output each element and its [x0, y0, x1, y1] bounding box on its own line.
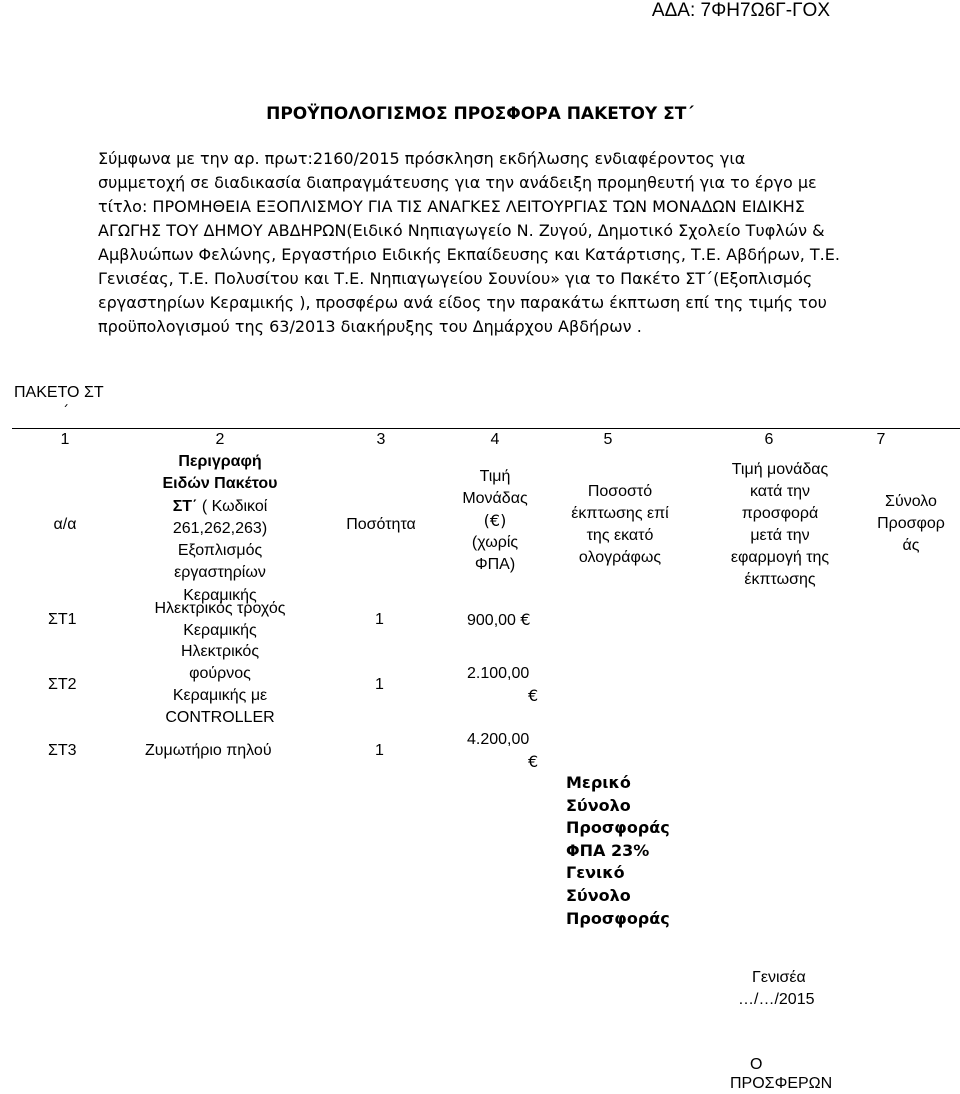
header-unit-price-line: (€) — [483, 511, 507, 530]
row-description — [120, 641, 320, 729]
totals-summary — [566, 772, 670, 930]
header-unit-price-line: Μονάδας — [462, 490, 528, 507]
page-title: ΠΡΟΫΠΟΛΟΓΙΣΜΟΣ ΠΡΟΣΦΟΡΑ ΠΑΚΕΤΟΥ ΣΤ΄ — [266, 104, 694, 124]
summary-line: Γενικό — [566, 863, 625, 883]
row-quantity: 1 — [375, 676, 384, 693]
header-price-after-discount-line: Τιμή μονάδας — [731, 461, 829, 478]
intro-line: τίτλο: ΠΡΟΜΗΘΕΙΑ ΕΞΟΠΛΙΣΜΟΥ ΓΙΑ ΤΙΣ ΑΝΑΓΚΕΣ ΛΕΙΤΟΥΡΓΙΑΣ ΤΩΝ ΜΟΝΑΔΩΝ ΕΙΔΙΚΗΣ — [98, 197, 805, 216]
column-number: 6 — [764, 431, 774, 448]
intro-line: συμμετοχή σε διαδικασία διαπραγμάτευσης για την ανάδειξη προμηθευτή για το έργο με — [98, 173, 817, 192]
row-description — [120, 598, 320, 642]
header-discount-line: της εκατό — [586, 527, 654, 544]
column-number: 5 — [603, 431, 613, 448]
row-description-line: Κεραμικής — [183, 622, 257, 639]
row-description-line: CONTROLLER — [165, 709, 275, 726]
header-quantity: Ποσότητα — [346, 516, 416, 533]
header-price-after-discount-line: προσφορά — [741, 505, 819, 522]
column-number: 4 — [490, 431, 500, 448]
header-description-line: Εξοπλισμός — [177, 542, 263, 560]
euro-sign: € — [528, 752, 539, 771]
header-unit-price — [445, 466, 545, 576]
header-description-line — [120, 496, 320, 518]
summary-line: Σύνολο — [566, 885, 631, 905]
header-discount-line: έκπτωσης επί — [571, 505, 669, 522]
header-unit-price-line: (χωρίς — [471, 534, 519, 551]
intro-line: Σύμφωνα με την αρ. πρωτ:2160/2015 πρόσκληση εκδήλωσης ενδιαφέροντος για — [98, 149, 746, 168]
header-unit-price-line: Τιμή — [479, 468, 511, 485]
summary-line: Μερικό — [566, 773, 631, 792]
row-description-line: Ηλεκτρικός — [180, 643, 260, 660]
signer-label: Ο — [750, 1056, 763, 1073]
header-description-line: εργαστηρίων — [174, 564, 266, 582]
row-unit-price-value: 900,00 — [467, 612, 516, 629]
row-description-line: φούρνος — [189, 665, 251, 682]
row-quantity: 1 — [375, 742, 384, 759]
header-price-after-discount — [705, 459, 855, 591]
row-description-line: Ηλεκτρικός τροχός — [154, 600, 286, 617]
header-discount-line: Ποσοστό — [587, 483, 653, 500]
summary-line: Σύνολο — [566, 795, 631, 815]
package-label: ΠΑΚΕΤΟ ΣΤ — [14, 384, 104, 401]
row-unit-price-value: 4.200,00 — [467, 731, 530, 748]
row-description-line: Κεραμικής με — [172, 687, 268, 704]
header-unit-price-line: ΦΠΑ) — [474, 556, 516, 573]
header-price-after-discount-line: κατά την — [749, 483, 811, 500]
intro-paragraph — [98, 147, 910, 339]
column-number: 7 — [876, 431, 886, 448]
euro-sign: € — [528, 686, 539, 705]
place-name: Γενισέα — [752, 969, 806, 986]
row-code: ΣΤ3 — [48, 742, 77, 759]
intro-line: ΑΓΩΓΗΣ ΤΟΥ ΔΗΜΟΥ ΑΒΔΗΡΩΝ(Ειδικό Νηπιαγωγείο Ν. Ζυγού, Δημοτικό Σχολείο Τυφλών & — [98, 221, 825, 240]
header-description-line: Περιγραφή — [178, 453, 262, 470]
row-unit-price — [467, 609, 531, 632]
header-aa: α/α — [53, 516, 77, 533]
header-description-rest: ( Κωδικοί — [197, 497, 268, 515]
package-label-mark: ΄ — [62, 404, 69, 420]
row-description: Ζυμωτήριο πηλού — [145, 742, 272, 759]
header-description-line: Κεραμικής — [183, 586, 257, 604]
row-unit-price-value: 2.100,00 — [467, 665, 530, 682]
intro-line: Γενισέας, Τ.Ε. Πολυσίτου και Τ.Ε. Νηπιαγωγείου Σουνίου» για το Πακέτο ΣΤ΄(Εξοπλισμός — [98, 269, 813, 288]
header-total-line: άς — [902, 537, 920, 554]
intro-line: προϋπολογισμού της 63/2013 διακήρυξης του Δημάρχου Αβδήρων . — [98, 317, 642, 336]
intro-line: εργαστηρίων Κεραμικής ), προσφέρω ανά είδος την παρακάτω έκπτωση επί της τιμής του — [98, 293, 827, 312]
header-price-after-discount-line: μετά την — [750, 527, 810, 544]
column-number: 3 — [376, 431, 386, 448]
header-price-after-discount-line: εφαρμογή της — [730, 549, 830, 566]
header-total — [862, 491, 960, 557]
header-total-line: Σύνολο — [885, 493, 937, 510]
header-total-line: Προσφορ — [877, 515, 945, 532]
intro-line: Αμβλυώπων Φελώνης, Εργαστήριο Ειδικής Εκπαίδευσης και Κατάρτισης, Τ.Ε. Αβδήρων, Τ.Ε. — [98, 245, 840, 264]
euro-sign: € — [520, 610, 531, 629]
ada-code: ΑΔΑ: 7ΦΗ7Ω6Γ-ΓΟΧ — [651, 0, 830, 21]
summary-line: Προσφοράς — [566, 818, 670, 838]
header-description-line: 261,262,263) — [172, 519, 268, 537]
column-number: 1 — [60, 431, 70, 448]
header-price-after-discount-line: έκπτωσης — [744, 571, 816, 588]
row-quantity: 1 — [375, 611, 384, 628]
signer-title: ΠΡΟΣΦΕΡΩΝ — [730, 1075, 833, 1092]
summary-line: Προσφοράς — [566, 908, 670, 928]
row-code: ΣΤ2 — [48, 676, 77, 693]
column-number: 2 — [215, 431, 225, 448]
date-placeholder: …/…/2015 — [738, 991, 815, 1008]
header-description-bold-part: ΣΤ΄ — [172, 497, 198, 515]
header-discount-line: ολογράφως — [578, 549, 662, 566]
summary-line: ΦΠΑ 23% — [566, 840, 650, 860]
header-discount — [560, 481, 680, 569]
header-description-line: Ειδών Πακέτου — [162, 475, 278, 493]
header-description — [120, 451, 320, 607]
row-code: ΣΤ1 — [48, 611, 77, 628]
